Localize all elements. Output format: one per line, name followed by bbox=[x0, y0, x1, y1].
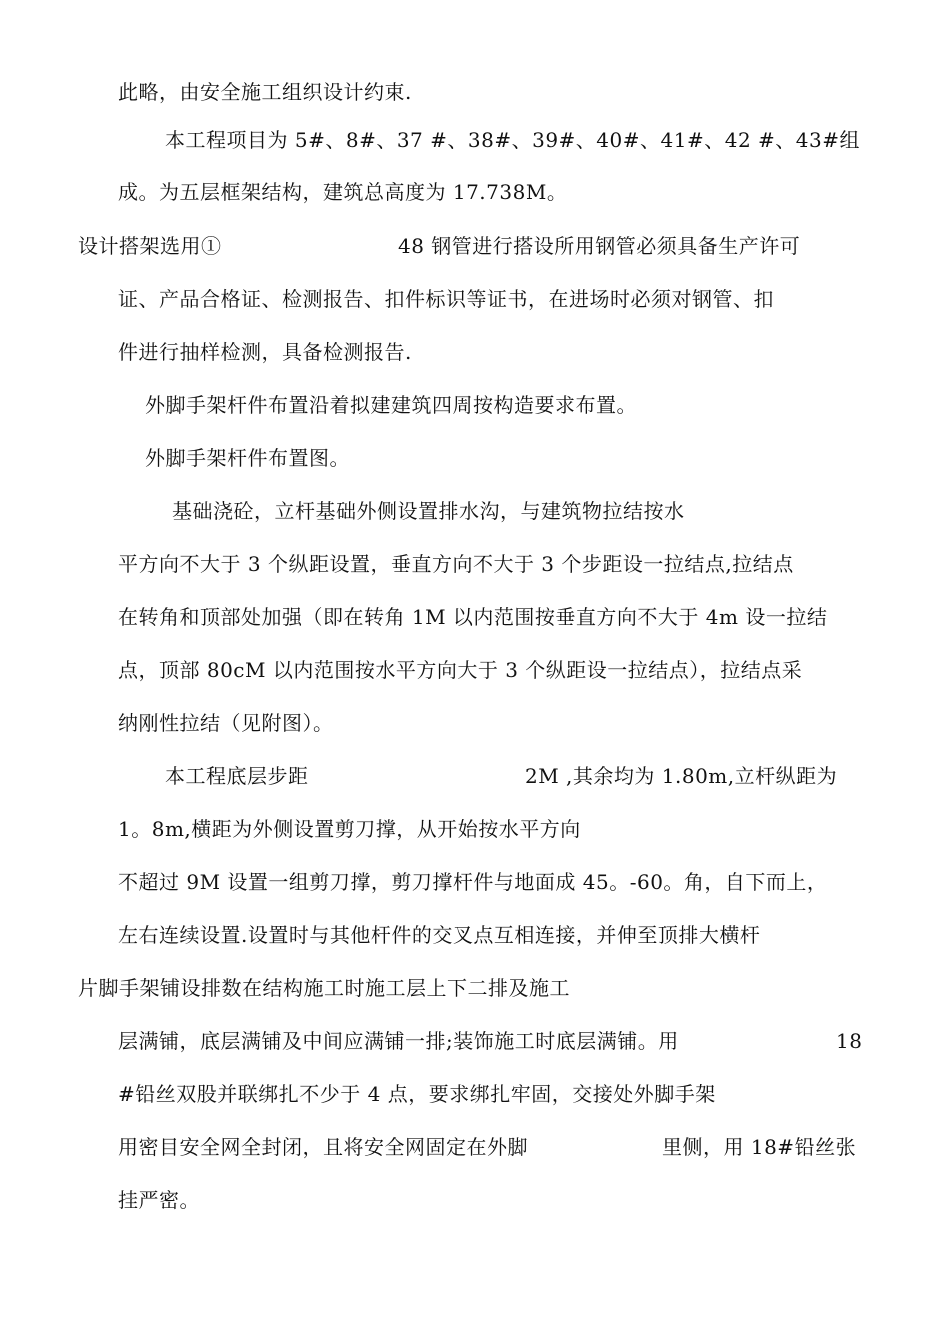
text-line: 片脚手架铺设排数在结构施工时施工层上下二排及施工 bbox=[78, 976, 570, 1000]
text-line: 纳刚性拉结（见附图）。 bbox=[118, 711, 334, 735]
text-line: 件进行抽样检测，具备检测报告. bbox=[118, 340, 412, 364]
text-line: 层满铺，底层满铺及中间应满铺一排;装饰施工时底层满铺。用 bbox=[118, 1029, 679, 1053]
text-line: #铅丝双股并联绑扎不少于 4 点，要求绑扎牢固，交接处外脚手架 bbox=[118, 1082, 716, 1106]
text-line: 本工程项目为 5#、8#、37 #、38#、39#、40#、41#、42 #、43#组 bbox=[165, 128, 860, 152]
text-line: 成。为五层框架结构，建筑总高度为 17.738M。 bbox=[118, 180, 568, 204]
text-line: 外脚手架杆件布置沿着拟建建筑四周按构造要求布置。 bbox=[145, 393, 637, 417]
text-line: 此略，由安全施工组织设计约束. bbox=[118, 80, 412, 104]
text-line: 挂严密。 bbox=[118, 1188, 200, 1212]
text-line-right: 里侧，用 18#铅丝张 bbox=[662, 1135, 857, 1159]
text-line: 用密目安全网全封闭，且将安全网固定在外脚 bbox=[118, 1135, 528, 1159]
text-line: 设计搭架选用① bbox=[78, 234, 222, 258]
text-line: 1。8m,横距为外侧设置剪刀撑，从开始按水平方向 bbox=[118, 817, 581, 841]
text-line-right: 2M ,其余均为 1.80m,立杆纵距为 bbox=[525, 764, 838, 788]
text-line-right: 48 钢管进行搭设所用钢管必须具备生产许可 bbox=[398, 234, 801, 258]
text-line-right: 18 bbox=[836, 1029, 863, 1053]
text-line: 基础浇砼，立杆基础外侧设置排水沟，与建筑物拉结按水 bbox=[172, 499, 685, 523]
text-line: 证、产品合格证、检测报告、扣件标识等证书，在进场时必须对钢管、扣 bbox=[118, 287, 774, 311]
text-line: 点，顶部 80cM 以内范围按水平方向大于 3 个纵距设一拉结点），拉结点采 bbox=[118, 658, 803, 682]
text-line: 左右连续设置.设置时与其他杆件的交叉点互相连接，并伸至顶排大横杆 bbox=[118, 923, 761, 947]
text-line: 平方向不大于 3 个纵距设置，垂直方向不大于 3 个步距设一拉结点,拉结点 bbox=[118, 552, 794, 576]
text-line: 在转角和顶部处加强（即在转角 1M 以内范围按垂直方向不大于 4m 设一拉结 bbox=[118, 605, 828, 629]
text-line: 本工程底层步距 bbox=[165, 764, 309, 788]
text-line: 不超过 9M 设置一组剪刀撑，剪刀撑杆件与地面成 45。-60。角，自下而上， bbox=[118, 870, 828, 894]
text-line: 外脚手架杆件布置图。 bbox=[145, 446, 350, 470]
